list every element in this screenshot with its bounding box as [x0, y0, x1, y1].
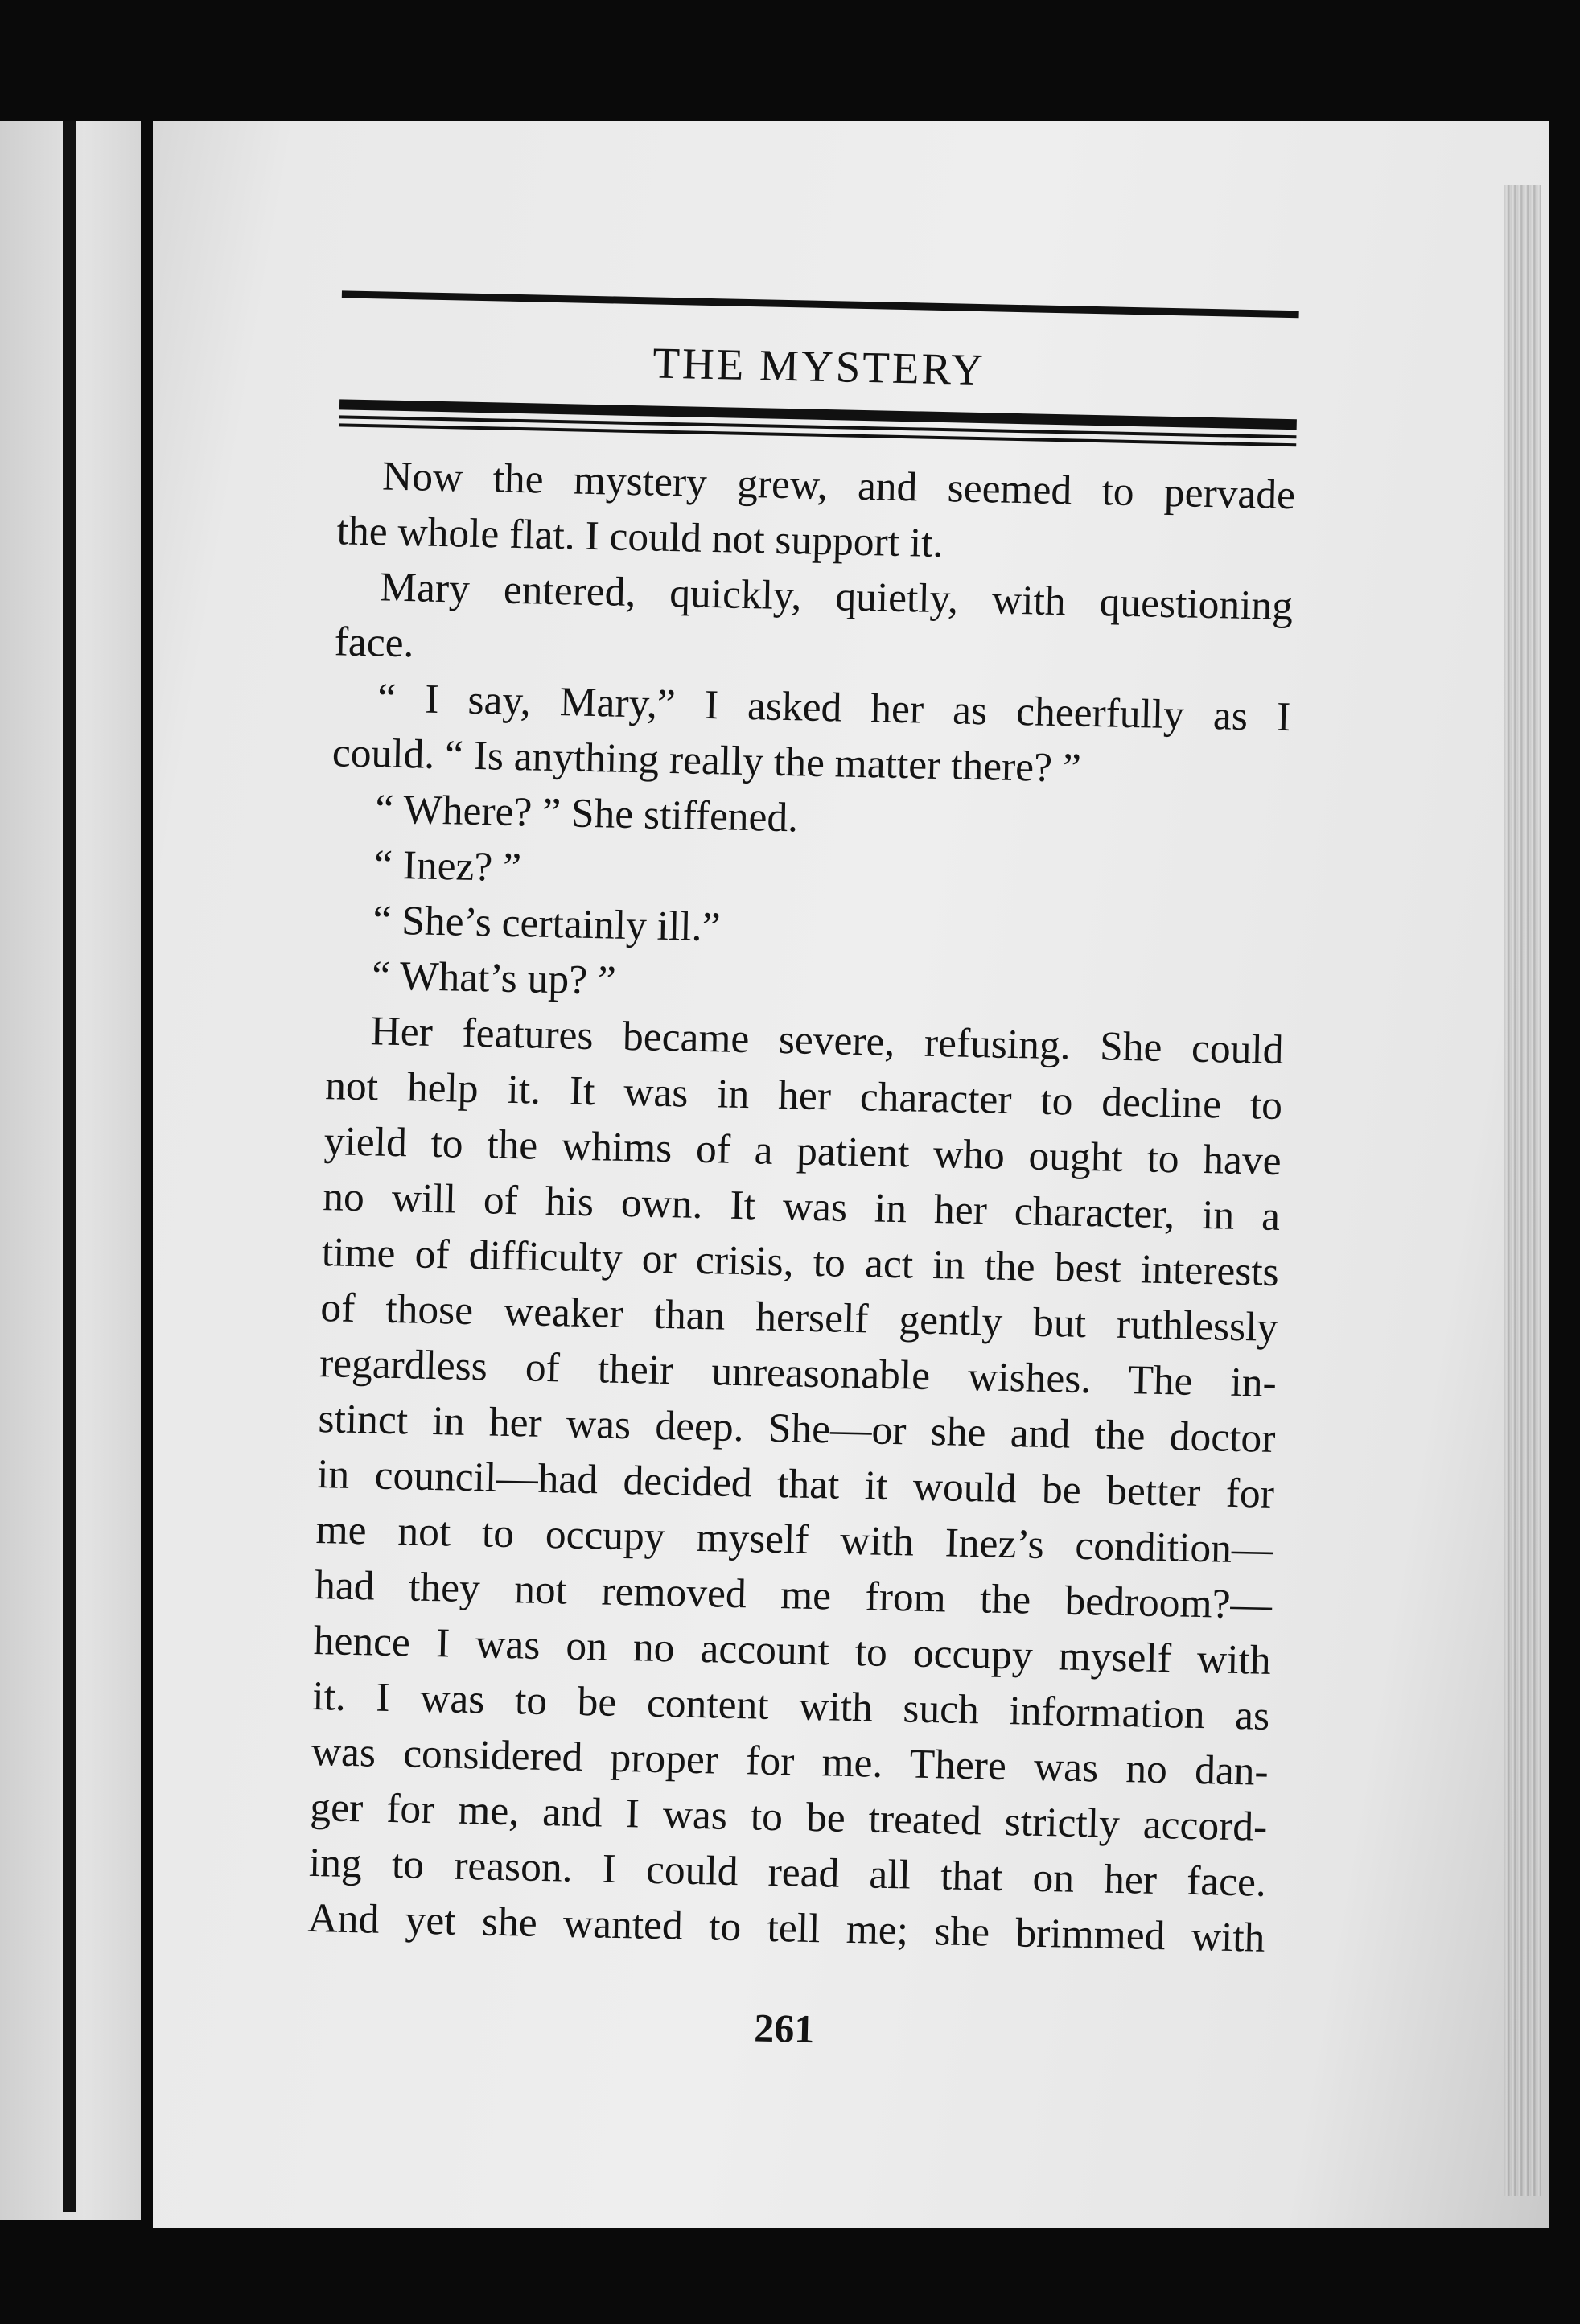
text-line: Now the mystery grew, and seemed to pervade — [381, 453, 1296, 519]
text-line: the whole flat. I could not support it. — [336, 508, 944, 567]
text-line: of those weaker than herself gently but ruthlessly — [319, 1285, 1278, 1351]
page-edges — [1504, 185, 1541, 2196]
text-line: could. “ Is anything really the matter there? ” — [331, 730, 1082, 792]
text-line: time of difficulty or crisis, to act in the best interests — [321, 1229, 1280, 1296]
body-text — [307, 447, 1296, 1966]
text-line: Her features became severe, refusing. She could — [370, 1008, 1285, 1074]
text-line: “ Where? ” She stiffened. — [374, 786, 799, 841]
text-line: ing to reason. I could read all that on her face. — [308, 1839, 1267, 1906]
text-line: “ She’s certainly ill.” — [372, 897, 722, 951]
text-line: had they not removed me from the bedroom?— — [314, 1562, 1273, 1628]
text-line: yield to the whims of a patient who ought to have — [323, 1118, 1282, 1185]
page-text-block — [251, 290, 1310, 2145]
book-spine-gutter — [63, 121, 76, 2212]
page-number: 261 — [753, 2005, 815, 2052]
text-line: hence I was on no account to occupy myself with — [313, 1617, 1272, 1684]
text-line: ger for me, and I was to be treated strictly accord- — [309, 1783, 1268, 1850]
text-line: “ I say, Mary,” I asked her as cheerfully as I — [376, 675, 1291, 741]
text-line: was considered proper for me. There was no dan- — [311, 1728, 1269, 1795]
text-line: not help it. It was in her character to decline to — [324, 1063, 1283, 1129]
running-head: THE MYSTERY — [652, 338, 986, 395]
text-line: it. I was to be content with such information as — [311, 1672, 1270, 1739]
text-line: Mary entered, quickly, quietly, with questioning — [379, 564, 1294, 630]
text-line: in council—had decided that it would be better for — [316, 1451, 1275, 1517]
text-line: stinct in her was deep. She—or she and the doctor — [318, 1396, 1276, 1462]
text-line: And yet she wanted to tell me; she brimmed with — [307, 1894, 1265, 1961]
text-line: no will of his own. It was in her character, in a — [322, 1174, 1281, 1240]
text-line: regardless of their unreasonable wishes. The in- — [319, 1340, 1278, 1406]
text-line: me not to occupy myself with Inez’s condition— — [315, 1507, 1274, 1573]
text-line: face. — [334, 619, 415, 667]
text-line: “ What’s up? ” — [371, 952, 617, 1004]
text-line: “ Inez? ” — [373, 841, 522, 891]
